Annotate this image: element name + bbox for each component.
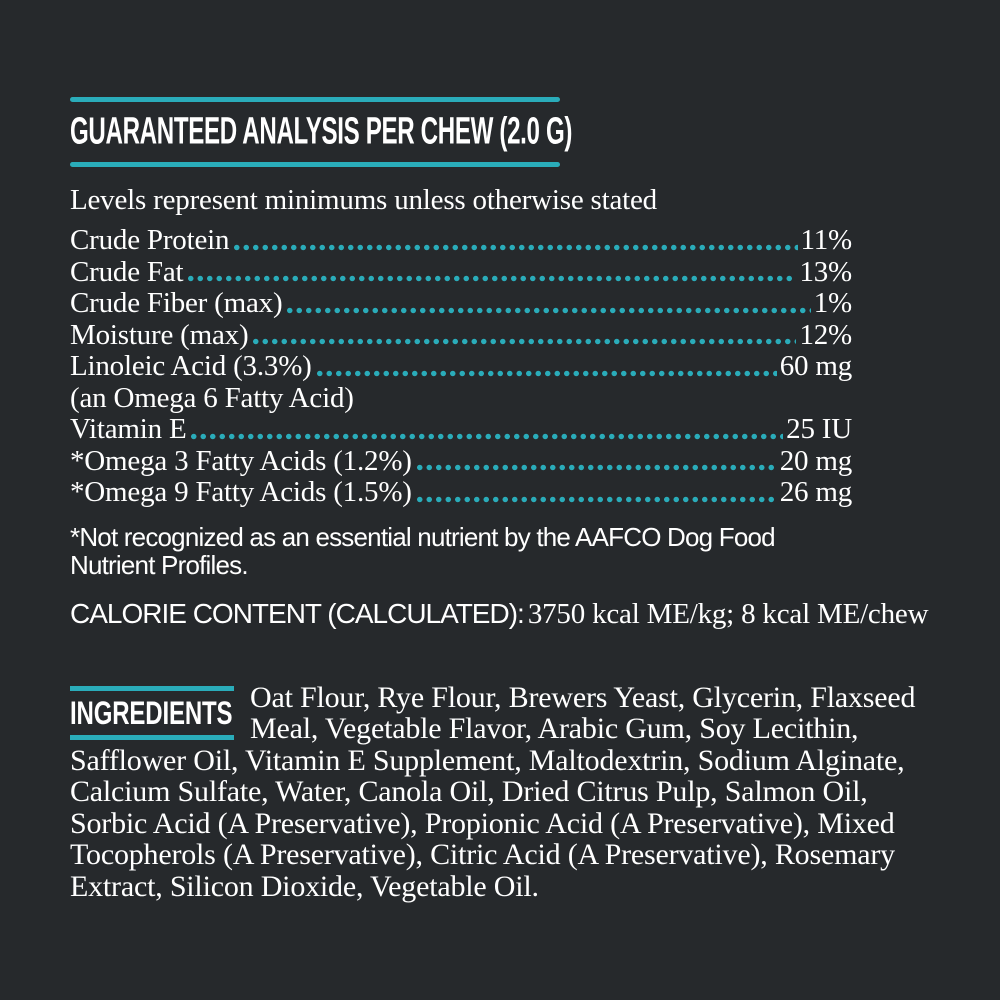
nutrient-value: 26 mg [779,476,852,508]
header-bottom-rule [70,162,560,167]
ingredients-heading: INGREDIENTS [70,694,233,731]
guaranteed-analysis-heading [70,108,934,152]
calorie-content-line [70,598,934,635]
nutrient-value: 13% [799,255,852,288]
analysis-row [70,414,852,446]
analysis-row [70,446,852,478]
nutrient-value: 60 mg [779,350,852,382]
calorie-content-value: 3750 kcal ME/kg; 8 kcal ME/chew [527,597,929,630]
nutrient-value: 12% [799,318,852,351]
ingredients-section [70,682,936,903]
nutrient-value: 25 IU [786,413,852,445]
ingredients-heading-box [70,686,234,740]
aafco-footnote: *Not recognized as an essential nutrient by the AAFCO Dog Food Nutrient Profiles. [70,521,775,580]
dot-leader [189,433,783,440]
ingredients-text: Oat Flour, Rye Flour, Brewers Yeast, Glycerin, Flaxseed Meal, Vegetable Flavor, Arabic Gum, Soy Lecithin, Safflower Oil, Vitamin E Supplement, Maltodextrin, Sodium Alginate, Calcium Sulfate, Water, Canola Oil, Dried Citrus Pulp, Salmon Oil, Sorbic Acid (A Preservative), Propionic Acid (A Preservative), Mixed Tocopherols (A Preservative), Citric Acid (A Preservative), Rosemary Extract, Silicon Dioxide, Vegetable Oil. [70,680,916,903]
nutrient-name: *Omega 9 Fatty Acids (1.5%) [70,476,412,508]
nutrient-name: Vitamin E [70,413,187,445]
guaranteed-analysis-heading-text: GUARANTEED ANALYSIS PER CHEW (2.0 G) [70,108,573,152]
nutrient-value: 20 mg [779,444,852,477]
analysis-row [70,351,852,383]
nutrient-value: 11% [800,224,852,256]
analysis-row [70,288,852,320]
analysis-row [70,320,852,352]
nutrient-name: Moisture (max) [70,318,249,351]
calorie-content-label: CALORIE CONTENT (CALCULATED): [70,597,524,629]
nutrient-name: *Omega 3 Fatty Acids (1.2%) [70,444,412,477]
analysis-row [70,257,852,289]
dot-leader [285,307,810,314]
guaranteed-analysis-section [70,97,934,635]
nutrient-value: 1% [813,287,852,319]
nutrient-subnote: (an Omega 6 Fatty Acid) [70,381,354,414]
nutrient-name: Linoleic Acid (3.3%) [70,350,312,382]
dot-leader [415,496,777,503]
nutrient-name: Crude Fiber (max) [70,287,283,319]
analysis-row [70,225,852,257]
dot-leader [251,338,796,345]
dot-leader [186,275,796,282]
header-top-rule [70,97,560,102]
analysis-subheading: Levels represent minimums unless otherwise stated [70,184,657,216]
nutrient-name: Crude Fat [70,255,184,288]
dot-leader [232,244,797,251]
dot-leader [315,370,777,377]
nutrient-name: Crude Protein [70,224,230,256]
analysis-row [70,477,852,509]
dot-leader [415,464,777,471]
analysis-table [70,225,852,509]
